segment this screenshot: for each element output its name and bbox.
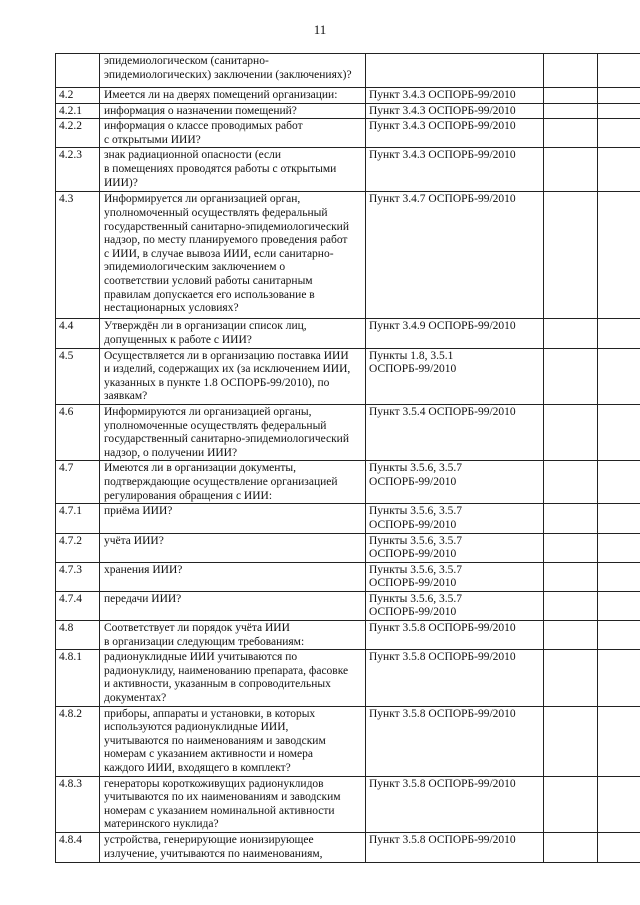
item-question [100, 533, 366, 562]
item-reference [366, 706, 544, 776]
table-row [56, 621, 640, 650]
item-number-text: 4.8.3 [59, 777, 82, 790]
table-row [56, 461, 640, 504]
item-reference-text: Пункты 3.5.6, 3.5.7 ОСПОРБ-99/2010 [369, 462, 463, 488]
item-reference-text: Пункт 3.5.4 ОСПОРБ-99/2010 [369, 405, 516, 418]
item-question-text: Осуществляется ли в организацию поставка ИИИ и изделий, содержащих их (за исключением ИИИ, указанных в пункте 1.8 ОСПОРБ-99/2010), по заявкам? [104, 349, 351, 403]
item-question [100, 348, 366, 404]
item-number-text: 4.8.4 [59, 834, 82, 846]
item-number-text: 4.3 [59, 193, 74, 206]
item-question-text: знак радиационной опасности (если в помещениях проводятся работы с открытыми ИИИ)? [104, 149, 337, 189]
item-number-text: 4.7.4 [59, 592, 82, 605]
answer-cell [544, 348, 598, 404]
item-reference-text: Пункт 3.4.3 ОСПОРБ-99/2010 [369, 149, 516, 162]
answer-cell [544, 504, 598, 533]
answer-cell [544, 562, 598, 591]
item-number [56, 562, 100, 591]
item-number [56, 88, 100, 104]
item-reference [366, 148, 544, 192]
item-reference-text: Пункт 3.4.7 ОСПОРБ-99/2010 [369, 193, 516, 206]
answer-cell [544, 319, 598, 348]
item-question [100, 54, 366, 88]
item-question-text: учёта ИИИ? [104, 534, 164, 547]
note-cell [598, 533, 640, 562]
answer-cell [544, 148, 598, 192]
item-reference [366, 776, 544, 832]
item-number-text: 4.2 [59, 89, 74, 101]
note-cell [598, 148, 640, 192]
item-question-text: Информируются ли организацией органы, уполномоченные осуществлять федеральный государственный санитарно-эпидемиологический надзор, о получении ИИИ? [104, 405, 349, 459]
item-reference-text: Пункт 3.5.8 ОСПОРБ-99/2010 [369, 707, 516, 720]
answer-cell [544, 833, 598, 863]
note-cell [598, 192, 640, 319]
answer-cell [544, 192, 598, 319]
item-question [100, 319, 366, 348]
table-row [56, 348, 640, 404]
item-question-text: Имеются ли в организации документы, подтверждающие осуществление организацией регулирования обращения с ИИИ: [104, 462, 338, 502]
item-question-text: передачи ИИИ? [104, 592, 182, 605]
item-number [56, 833, 100, 863]
item-number [56, 348, 100, 404]
note-cell [598, 88, 640, 104]
item-number-text: 4.4 [59, 320, 74, 333]
item-number-text: 4.7.2 [59, 534, 82, 547]
item-number [56, 504, 100, 533]
item-question-text: Соответствует ли порядок учёта ИИИ в организации следующим требованиям: [104, 622, 305, 648]
answer-cell [544, 591, 598, 620]
note-cell [598, 504, 640, 533]
table-row [56, 119, 640, 148]
item-reference [366, 650, 544, 706]
item-number-text: 4.6 [59, 405, 74, 418]
item-number [56, 119, 100, 148]
item-reference [366, 319, 544, 348]
item-number [56, 148, 100, 192]
item-question-text: приборы, аппараты и установки, в которых используются радионуклидные ИИИ, учитываются по наименованиям и заводским номерам с указанием активности и номера каждого ИИИ, входящего в комплект? [104, 707, 326, 774]
item-reference [366, 591, 544, 620]
item-question [100, 192, 366, 319]
item-question [100, 650, 366, 706]
item-number [56, 533, 100, 562]
table-row [56, 148, 640, 192]
item-reference [366, 533, 544, 562]
item-reference-text: Пункт 3.4.9 ОСПОРБ-99/2010 [369, 320, 516, 333]
item-reference-text: Пункты 1.8, 3.5.1 ОСПОРБ-99/2010 [369, 349, 457, 376]
item-reference-text: Пункт 3.5.8 ОСПОРБ-99/2010 [369, 834, 516, 846]
item-number-text: 4.7.3 [59, 563, 82, 576]
note-cell [598, 562, 640, 591]
answer-cell [544, 533, 598, 562]
item-number-text: 4.8.2 [59, 707, 82, 720]
note-cell [598, 54, 640, 88]
item-question [100, 148, 366, 192]
item-number [56, 706, 100, 776]
note-cell [598, 833, 640, 863]
item-number [56, 192, 100, 319]
item-reference-text: Пункты 3.5.6, 3.5.7 ОСПОРБ-99/2010 [369, 534, 463, 561]
item-question-text: Утверждён ли в организации список лиц, допущенных к работе с ИИИ? [104, 320, 307, 346]
checklist-rows [56, 54, 640, 863]
item-question-text: хранения ИИИ? [104, 563, 183, 576]
answer-cell [544, 706, 598, 776]
item-question [100, 504, 366, 533]
item-question-text: информация о классе проводимых работ с открытыми ИИИ? [104, 120, 303, 146]
item-number-text: 4.5 [59, 349, 74, 362]
item-number-text: 4.2.3 [59, 149, 82, 162]
item-number [56, 591, 100, 620]
item-reference [366, 833, 544, 863]
answer-cell [544, 461, 598, 504]
answer-cell [544, 103, 598, 119]
note-cell [598, 706, 640, 776]
note-cell [598, 119, 640, 148]
item-number [56, 54, 100, 88]
item-number-text: 4.8 [59, 622, 74, 635]
item-question-text: информация о назначении помещений? [104, 104, 297, 117]
item-number [56, 621, 100, 650]
item-question [100, 103, 366, 119]
answer-cell [544, 621, 598, 650]
item-reference-text: Пункт 3.4.3 ОСПОРБ-99/2010 [369, 104, 516, 117]
item-question-text: Имеется ли на дверях помещений организации: [104, 89, 338, 101]
table-row [56, 706, 640, 776]
item-question-text: эпидемиологическом (санитарно- эпидемиологических) заключении (заключениях)? [104, 55, 352, 81]
item-reference [366, 103, 544, 119]
answer-cell [544, 650, 598, 706]
item-question-text: радионуклидные ИИИ учитываются по радионуклиду, наименованию препарата, фасовке и активности, указанным в сопроводительных документах? [104, 651, 349, 705]
item-reference-text: Пункт 3.5.8 ОСПОРБ-99/2010 [369, 777, 516, 790]
item-question [100, 562, 366, 591]
table-row [56, 103, 640, 119]
item-question [100, 119, 366, 148]
note-cell [598, 404, 640, 460]
table-row [56, 54, 640, 88]
item-reference [366, 461, 544, 504]
note-cell [598, 461, 640, 504]
item-number [56, 650, 100, 706]
item-question-text: Информируется ли организацией орган, уполномоченный осуществлять федеральный государственный санитарно-эпидемиологический надзор, по месту планируемого проведения работ с ИИИ, в случае вывоза ИИИ, если санитарно- эпидемиологическим заключением о соответствии условий работы санитарным правилам допускается его использование в нестационарных условиях? [104, 193, 349, 315]
note-cell [598, 103, 640, 119]
note-cell [598, 591, 640, 620]
answer-cell [544, 119, 598, 148]
answer-cell [544, 776, 598, 832]
table-row [56, 833, 640, 863]
item-reference [366, 504, 544, 533]
answer-cell [544, 54, 598, 88]
item-number-text: 4.8.1 [59, 651, 82, 664]
item-number [56, 776, 100, 832]
item-question-text: генераторы короткоживущих радионуклидов учитываются по их наименованиям и заводским номерам с указанием номинальной активности материнского нуклида? [104, 777, 341, 831]
item-question [100, 833, 366, 863]
item-reference [366, 562, 544, 591]
item-reference [366, 404, 544, 460]
item-reference [366, 192, 544, 319]
note-cell [598, 319, 640, 348]
answer-cell [544, 404, 598, 460]
item-number-text: 4.2.1 [59, 104, 82, 117]
item-reference-text: Пункты 3.5.6, 3.5.7 ОСПОРБ-99/2010 [369, 592, 463, 619]
item-question [100, 706, 366, 776]
table-row [56, 776, 640, 832]
item-reference-text: Пункт 3.4.3 ОСПОРБ-99/2010 [369, 120, 516, 133]
item-question [100, 461, 366, 504]
table-row [56, 591, 640, 620]
item-number [56, 319, 100, 348]
item-question-text: устройства, генерирующие ионизирующее излучение, учитываются по наименованиям, [104, 834, 323, 860]
note-cell [598, 776, 640, 832]
table-row [56, 504, 640, 533]
table-row [56, 562, 640, 591]
table-row [56, 650, 640, 706]
note-cell [598, 650, 640, 706]
item-number [56, 461, 100, 504]
table-row [56, 88, 640, 104]
table-row [56, 319, 640, 348]
item-reference [366, 348, 544, 404]
item-number [56, 404, 100, 460]
checklist-table [55, 53, 640, 863]
item-question [100, 621, 366, 650]
table-row [56, 533, 640, 562]
item-reference [366, 54, 544, 88]
item-question [100, 776, 366, 832]
item-question [100, 88, 366, 104]
item-number [56, 103, 100, 119]
item-reference [366, 621, 544, 650]
page-number: 11 [313, 22, 327, 37]
item-number-text: 4.7.1 [59, 505, 82, 518]
item-reference-text: Пункты 3.5.6, 3.5.7 ОСПОРБ-99/2010 [369, 563, 463, 590]
item-question-text: приёма ИИИ? [104, 505, 173, 518]
table-row [56, 404, 640, 460]
item-reference-text: Пункт 3.5.8 ОСПОРБ-99/2010 [369, 622, 516, 635]
item-reference-text: Пункт 3.4.3 ОСПОРБ-99/2010 [369, 89, 516, 101]
item-question [100, 404, 366, 460]
item-reference-text: Пункт 3.5.8 ОСПОРБ-99/2010 [369, 651, 516, 664]
note-cell [598, 621, 640, 650]
item-reference [366, 88, 544, 104]
item-reference [366, 119, 544, 148]
item-question [100, 591, 366, 620]
table-row [56, 192, 640, 319]
item-number-text: 4.2.2 [59, 120, 82, 133]
item-number-text: 4.7 [59, 462, 74, 475]
answer-cell [544, 88, 598, 104]
note-cell [598, 348, 640, 404]
item-reference-text: Пункты 3.5.6, 3.5.7 ОСПОРБ-99/2010 [369, 505, 463, 531]
